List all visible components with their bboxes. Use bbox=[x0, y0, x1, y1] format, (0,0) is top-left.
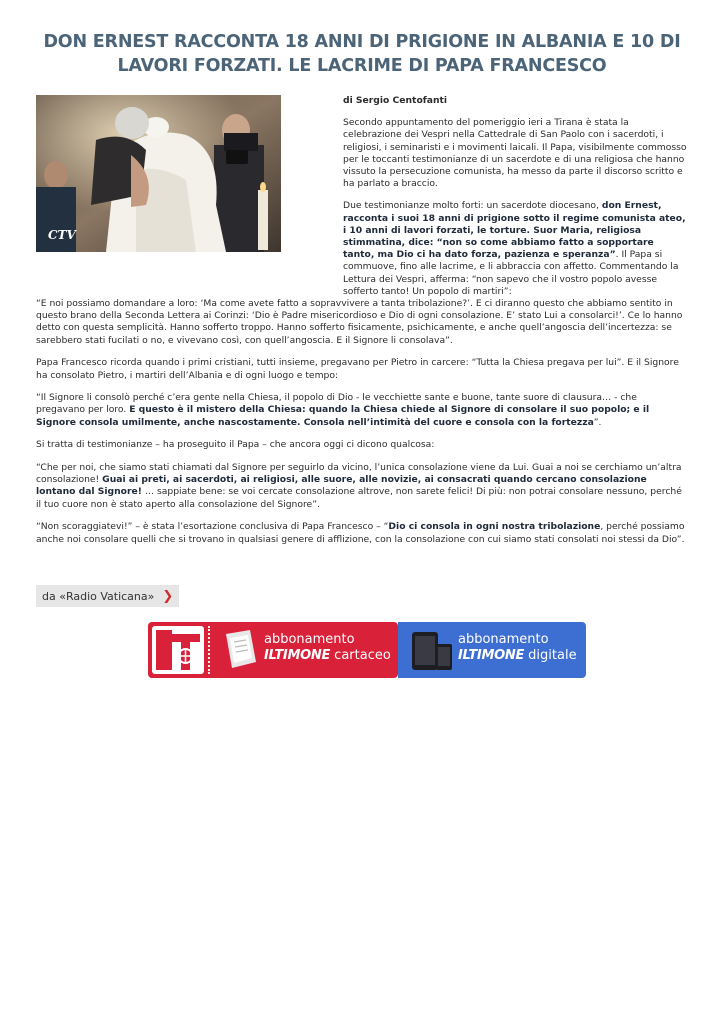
digital-banner-kind: digitale bbox=[528, 648, 577, 663]
paragraph-text: ”. bbox=[593, 416, 602, 428]
paragraph-text: … sappiate bene: se voi cercate consolazione altrove, non sarete felici! Di più: non potrai consolare nessuno, perché il tuo cuore non è stato aperto alla consolazione del Signore”. bbox=[36, 486, 682, 510]
paragraph-text: Due testimonianze molto forti: un sacerdote diocesano, bbox=[343, 200, 602, 212]
article-paragraph bbox=[36, 521, 686, 545]
paragraph-text: “Non scoraggiatevi!” – è stata l’esortazione conclusiva di Papa Francesco – “ bbox=[36, 521, 389, 533]
article-title: DON ERNEST RACCONTA 18 ANNI DI PRIGIONE IN ALBANIA E 10 DI LAVORI FORZATI. LE LACRIME DI PAPA FRANCESCO bbox=[43, 32, 681, 76]
article-paragraph bbox=[36, 462, 686, 511]
newspaper-icon bbox=[220, 628, 260, 672]
digital-subscription-banner[interactable] bbox=[398, 622, 586, 678]
article-paragraph bbox=[36, 439, 686, 451]
article-intro bbox=[343, 95, 687, 308]
paper-banner-brand: ILTIMONE bbox=[264, 648, 331, 663]
article-photo bbox=[36, 95, 281, 252]
article-body bbox=[36, 298, 686, 556]
ctv-watermark: CTV bbox=[48, 228, 76, 242]
paragraph-text: Papa Francesco ricorda quando i primi cristiani, tutti insieme, pregavano per Pietro in carcere: “Tutta la Chiesa pregava per lui”. E il Signore ha consolato Pietro, i martiri dell’Albania e di ogni luogo e tempo: bbox=[36, 357, 679, 381]
bold-text: E questo è il mistero della Chiesa: quando la Chiesa chiede al Signore di consolare il suo popolo; e il Signore consola umilmente, anche nascostamente. Consola nell’intimità del cuore e consola con la fortezza bbox=[36, 404, 650, 428]
paragraph-text: “E noi possiamo domandare a loro: ‘Ma come avete fatto a sopravvivere a tanta tribolazione?’. E ci diranno questo che abbiamo sentito in questo brano della Seconda Lettera ai Corinzi: ‘Dio è Padre misericordioso e Dio di ogni consolazione. E’ stato Lui a consolarci!’. Ce lo hanno detto con questa semplicità. Hanno sofferto troppo. Hanno sofferto fisicamente, psichicamente, e anche quell’angoscia dell’incertezza: se sarebbero stati fucilati o no, e vivevano così, con quell’angoscia. E il Signore li consolava”. bbox=[36, 298, 683, 346]
article-paragraph bbox=[36, 392, 686, 429]
paper-banner-line1: abbonamento bbox=[264, 632, 355, 647]
bold-text: Dio ci consola in ogni nostra tribolazione bbox=[388, 521, 601, 533]
bold-text: Guai ai preti, ai sacerdoti, ai religiosi, alle suore, alle novizie, ai consacrati quando cercano consolazione lontano dal Signore! bbox=[36, 474, 647, 498]
paragraph-text: “Che per noi, che siamo stati chiamati dal Signore per seguirlo da vicino, l’unica consolazione viene da Lui. Guai a noi se cerchiamo un’altra consolazione! bbox=[36, 462, 682, 486]
article-paragraph bbox=[343, 200, 687, 298]
article-author: di Sergio Centofanti bbox=[343, 95, 448, 106]
il-timone-logo bbox=[152, 626, 204, 674]
article-paragraph bbox=[343, 117, 687, 190]
article-paragraph bbox=[36, 298, 686, 347]
paragraph-text: Si tratta di testimonianze – ha proseguito il Papa – che ancora oggi ci dicono qualcosa: bbox=[36, 439, 435, 451]
source-link-label: da «Radio Vaticana» bbox=[42, 589, 155, 603]
source-link[interactable] bbox=[36, 585, 179, 607]
bold-text: don Ernest, racconta i suoi 18 anni di prigione sotto il regime comunista ateo, i 10 anni di lavori forzati, le torture. Suor Maria, religiosa stimmatina, dice: “non so come abbiamo fatto a sopportare tanto, ma Dio ci ha dato forza, pazienza e speranza” bbox=[343, 200, 686, 261]
paper-subscription-banner[interactable] bbox=[148, 622, 398, 678]
intro-paragraphs bbox=[343, 117, 687, 298]
paragraph-text: “Il Signore li consolò perché c’era gente nella Chiesa, il popolo di Dio - le vecchiette sante e buone, tante suore di clausura… - che pregavano per loro. bbox=[36, 392, 637, 416]
paragraph-text: Secondo appuntamento del pomeriggio ieri a Tirana è stata la celebrazione dei Vespri nella Cattedrale di San Paolo con i sacerdoti, i religiosi, i seminaristi e i movimenti laicali. Il Papa, visibilmente commosso per le toccanti testimonianze di un sacerdote e di una religiosa che hanno vissuto la persecuzione comunista, ha messo da parte il discorso scritto e ha parlato a braccio. bbox=[343, 117, 687, 190]
tablet-phone-icon bbox=[410, 630, 454, 672]
paper-banner-kind: cartaceo bbox=[334, 648, 391, 663]
paragraph-text: . Il Papa si commuove, fino alle lacrime, e li abbraccia con affetto. Commentando la Lettura dei Vespri, afferma: “non sapevo che il vostro popolo avesse sofferto tanto! Un popolo di martiri”: bbox=[343, 249, 679, 297]
article-paragraph bbox=[36, 357, 686, 381]
chevron-right-icon: ❯ bbox=[162, 588, 174, 604]
digital-banner-line1: abbonamento bbox=[458, 632, 549, 647]
paragraph-text: , perché possiamo anche noi consolare quelli che si trovano in qualsiasi genere di afflizione, con la consolazione con cui siamo stati consolati noi stessi da Dio”. bbox=[36, 521, 685, 545]
digital-banner-brand: ILTIMONE bbox=[458, 648, 525, 663]
